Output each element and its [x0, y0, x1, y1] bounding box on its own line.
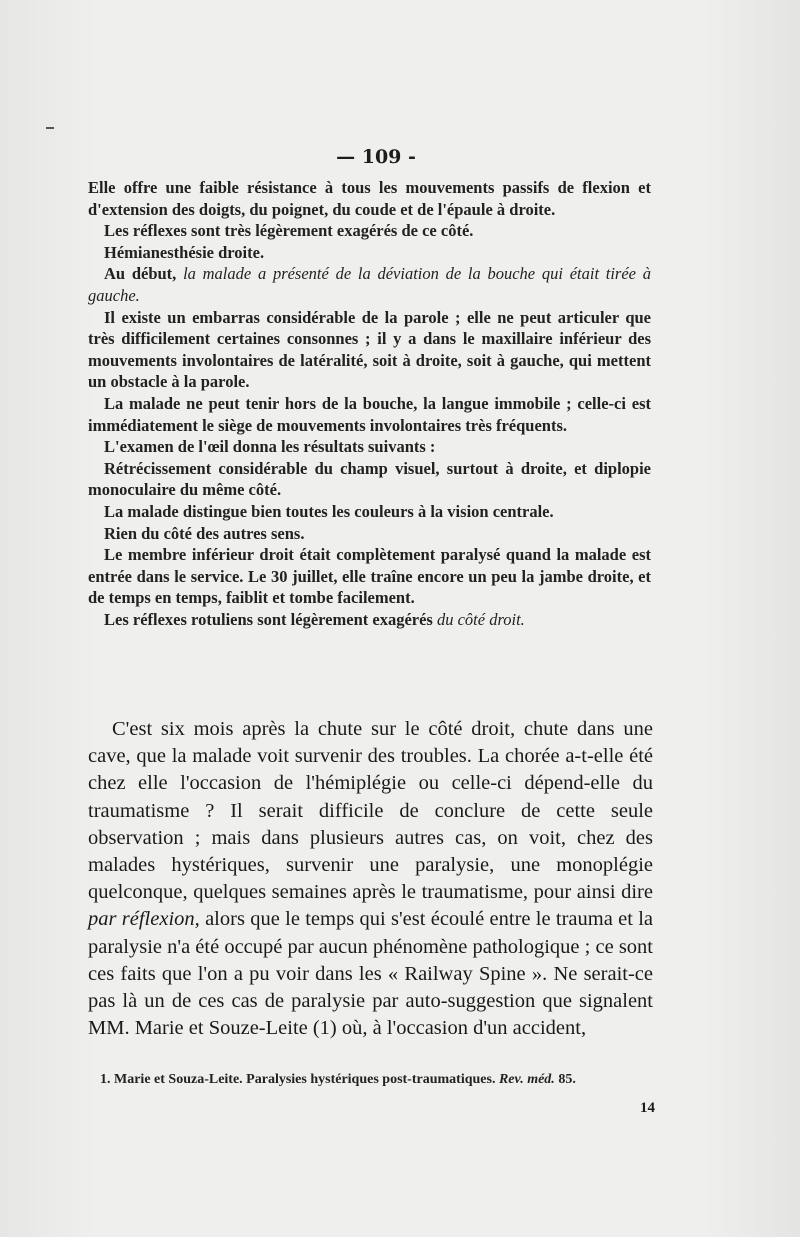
- observation-paragraph: La malade distingue bien toutes les couleurs à la vision centrale.: [104, 501, 554, 521]
- main-paragraph: [88, 716, 653, 1042]
- page-number: — 109 -: [336, 146, 416, 168]
- observation-line: Elle offre une faible résistance à tous les mouvements passifs de flexion et d'extension des doigts, du poignet, du coude et de l'épaule à droite.: [88, 178, 651, 219]
- observation-paragraph: Rien du côté des autres sens.: [104, 523, 305, 543]
- observation-block: [88, 177, 651, 630]
- footnote: [100, 1072, 660, 1088]
- reflex-italic: du côté droit.: [436, 609, 525, 629]
- observation-line: Les réflexes sont très légèrement exagérés de ce côté.: [104, 221, 474, 241]
- debut-prefix: Au début,: [104, 264, 177, 284]
- observation-debut: [88, 263, 651, 306]
- main-italic: par réflexion,: [88, 908, 200, 931]
- footnote-text: 1. Marie et Souza-Leite. Paralysies hystériques post-traumatiques.: [100, 1072, 496, 1087]
- observation-paragraph: La malade ne peut tenir hors de la bouche, la langue immobile ; celle-ci est immédiatement le siège de mouvements involontaires très fréquents.: [88, 393, 651, 435]
- observation-paragraph: Il existe un embarras considérable de la parole ; elle ne peut articuler que très difficilement certaines consonnes ; il y a dans le maxillaire inférieur des mouvements involontaires de latéralité, soit à droite, soit à gauche, qui mettent un obstacle à la parole.: [88, 307, 651, 392]
- observation-line: Hémianesthésie droite.: [104, 242, 265, 262]
- reflex-prefix: Les réflexes rotuliens sont légèrement exagérés: [104, 609, 433, 629]
- footnote-year: 85.: [558, 1072, 576, 1087]
- main-text: [88, 716, 653, 1042]
- observation-reflexes: [88, 609, 651, 631]
- footnote-journal: Rev. méd.: [498, 1072, 555, 1087]
- margin-mark: [46, 127, 54, 129]
- observation-paragraph: Rétrécissement considérable du champ visuel, surtout à droite, et diplopie monoculaire du même côté.: [88, 458, 651, 500]
- observation-paragraph: Le membre inférieur droit était complètement paralysé quand la malade est entrée dans le service. Le 30 juillet, elle traîne encore un peu la jambe droite, et de temps en temps, faiblit et tombe facilement.: [88, 545, 651, 608]
- main-part-2: alors que le temps qui s'est écoulé entre le trauma et la paralysie n'a été occupé par aucun phénomène pathologique ; ce sont ces faits que l'on a pu voir dans les « Railway Spine ». Ne serait-ce pas là un de ces cas de paralysie par auto-suggestion que signalent MM. Marie et Souze-Leite (1) où, à l'occasion d'un accident,: [88, 908, 653, 1040]
- main-part-1: C'est six mois après la chute sur le côté droit, chute dans une cave, que la malade voit survenir des troubles. La chorée a-t-elle été chez elle l'occasion de l'hémiplégie ou celle-ci dépend-elle du traumatisme ? Il serait difficile de conclure de cette seule observation ; mais dans plusieurs autres cas, on voit, chez des malades hystériques, survenir une paralysie, une monoplégie quelconque, quelques semaines après le traumatisme, pour ainsi dire: [88, 718, 653, 904]
- observation-paragraph: L'examen de l'œil donna les résultats suivants :: [104, 437, 436, 457]
- printer-signature: 14: [640, 1100, 655, 1116]
- debut-italic: la malade a présenté de la déviation de la bouche qui était tirée à gauche.: [88, 264, 651, 305]
